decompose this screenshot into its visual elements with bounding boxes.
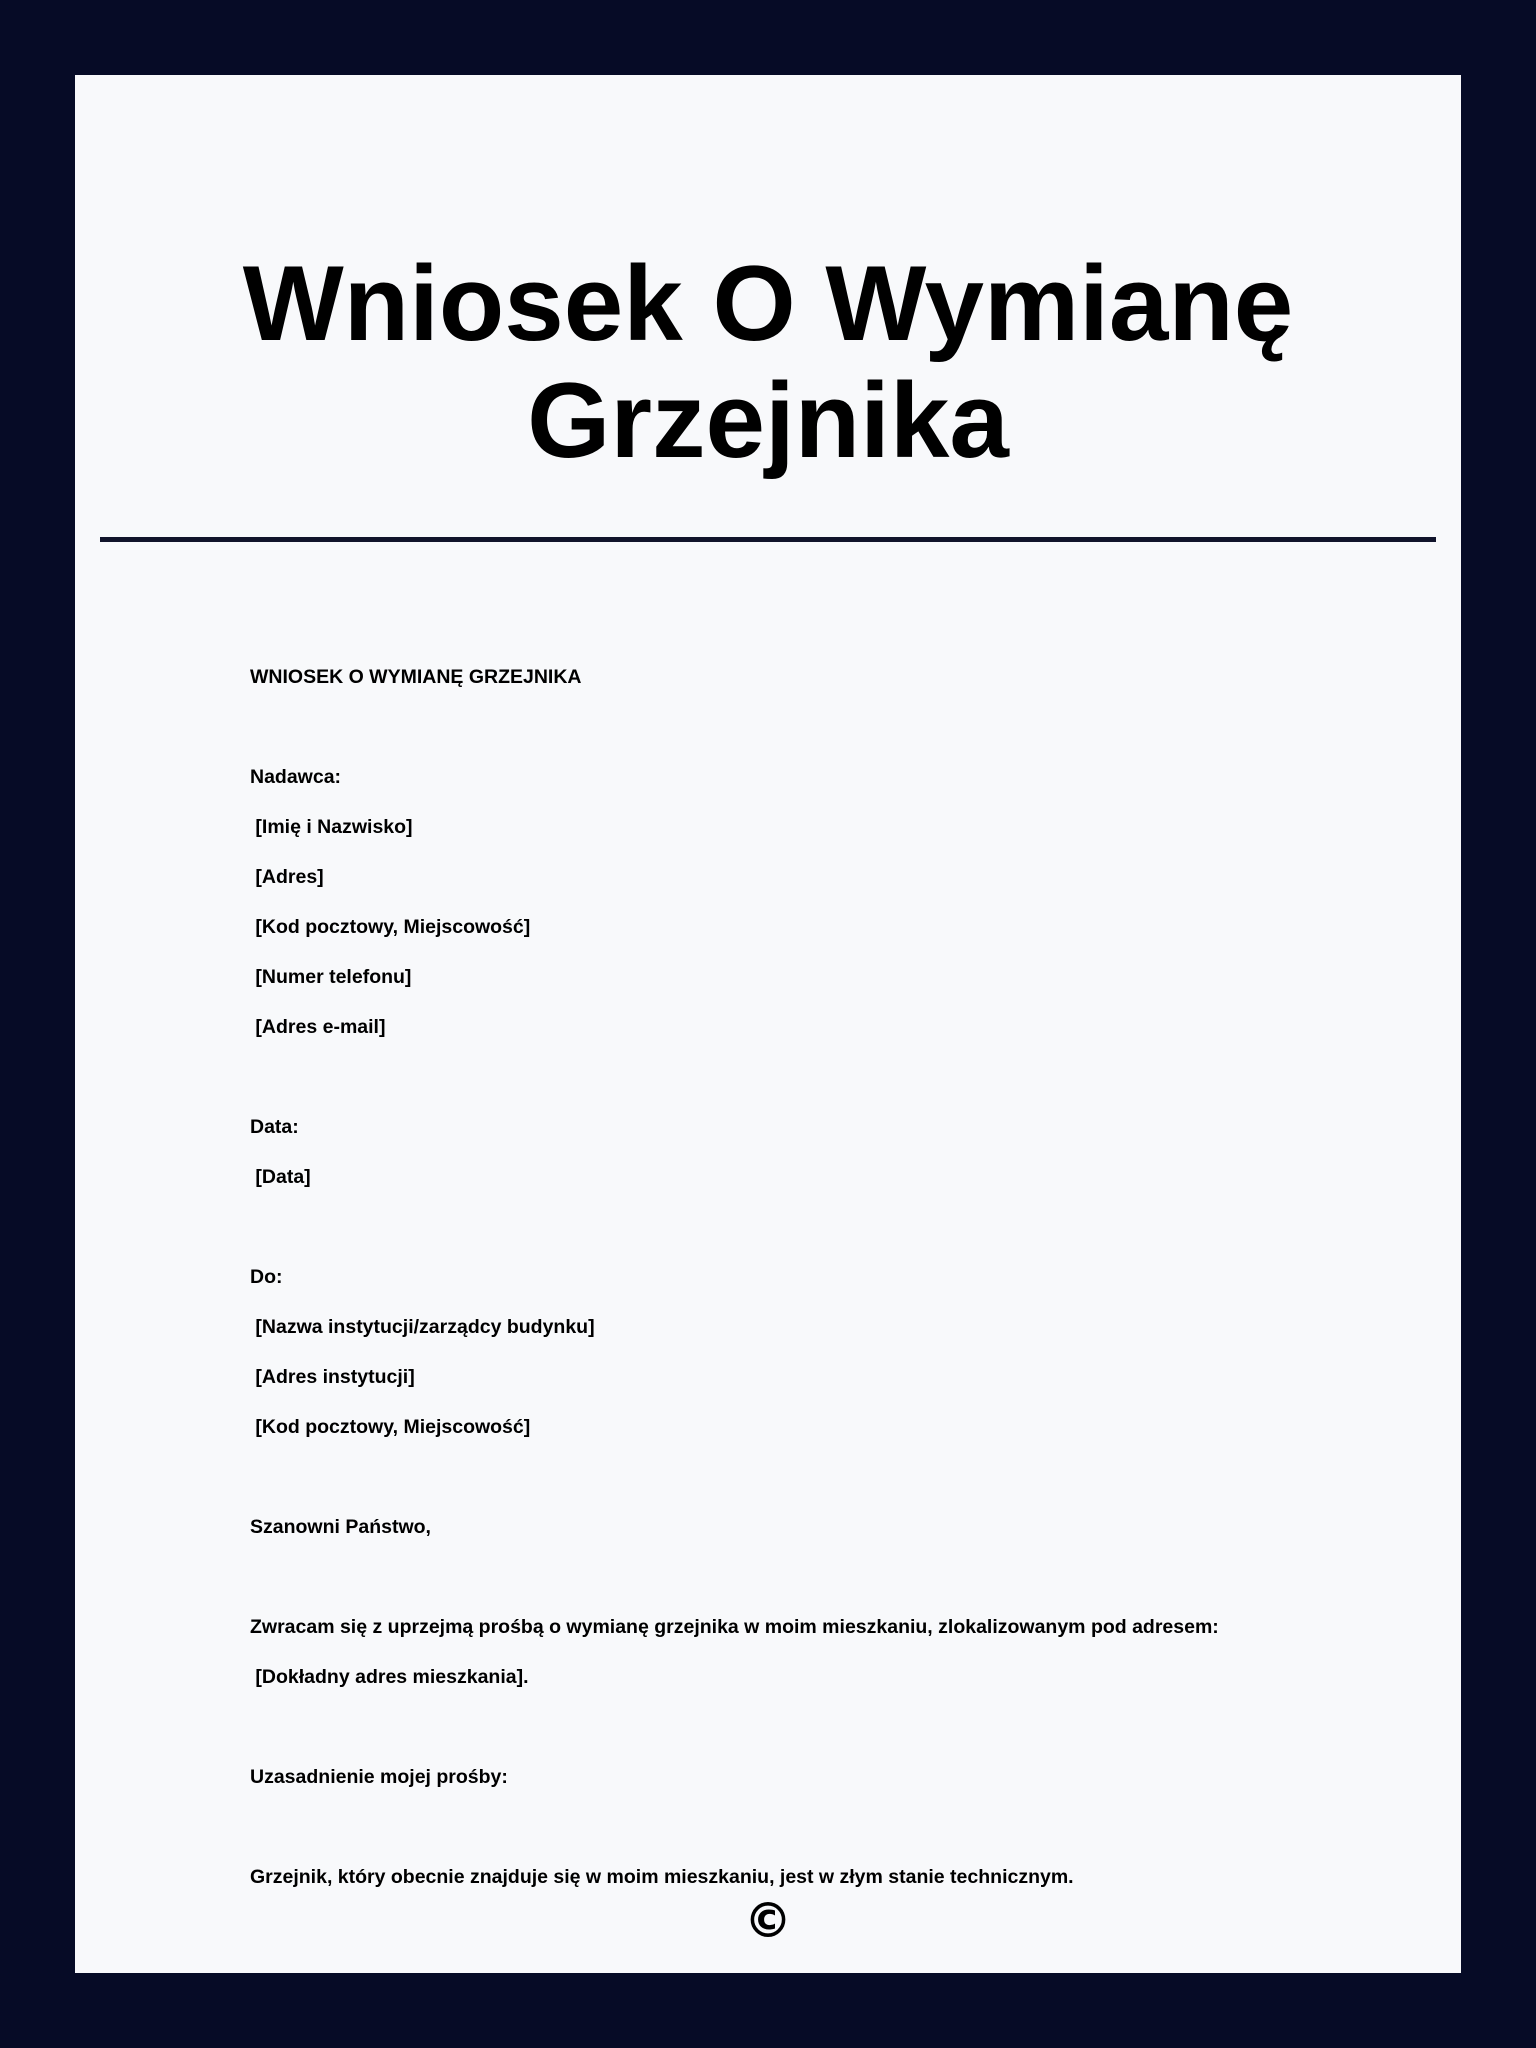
document-body [250, 652, 1330, 1902]
sender-phone: [Numer telefonu] [250, 966, 412, 988]
letter-heading: WNIOSEK O WYMIANĘ GRZEJNIKA [250, 666, 582, 688]
blank-line [250, 1452, 1330, 1502]
date-value: [Data] [250, 1166, 311, 1188]
document-title-line-1: Wniosek O Wymianę [242, 243, 1294, 363]
sender-name: [Imię i Nazwisko] [250, 816, 413, 838]
recipient-postal: [Kod pocztowy, Miejscowość] [250, 1416, 531, 1438]
request-text: Zwracam się z uprzejmą prośbą o wymianę grzejnika w moim mieszkaniu, zlokalizowanym pod adresem: [250, 1616, 1219, 1638]
sender-label: Nadawca: [250, 766, 342, 788]
copyright-icon: © [744, 1893, 792, 1949]
salutation: Szanowni Państwo, [250, 1516, 431, 1538]
sender-postal: [Kod pocztowy, Miejscowość] [250, 916, 531, 938]
apartment-address: [Dokładny adres mieszkania]. [250, 1666, 529, 1688]
date-label: Data: [250, 1116, 299, 1138]
justification-label: Uzasadnienie mojej prośby: [250, 1766, 508, 1788]
document-page [75, 75, 1461, 1973]
sender-email: [Adres e-mail] [250, 1016, 386, 1038]
recipient-address: [Adres instytucji] [250, 1366, 415, 1388]
blank-line [250, 702, 1330, 752]
blank-line [250, 1802, 1330, 1852]
blank-line [250, 1052, 1330, 1102]
sender-address: [Adres] [250, 866, 324, 888]
blank-line [250, 1552, 1330, 1602]
document-title [75, 245, 1461, 479]
document-title-line-2: Grzejnika [527, 360, 1009, 480]
title-divider [100, 537, 1436, 542]
blank-line [250, 1702, 1330, 1752]
blank-line [250, 1202, 1330, 1252]
recipient-name: [Nazwa instytucji/zarządcy budynku] [250, 1316, 595, 1338]
justification-text: Grzejnik, który obecnie znajduje się w moim mieszkaniu, jest w złym stanie technicznym. [250, 1866, 1074, 1888]
recipient-label: Do: [250, 1266, 283, 1288]
